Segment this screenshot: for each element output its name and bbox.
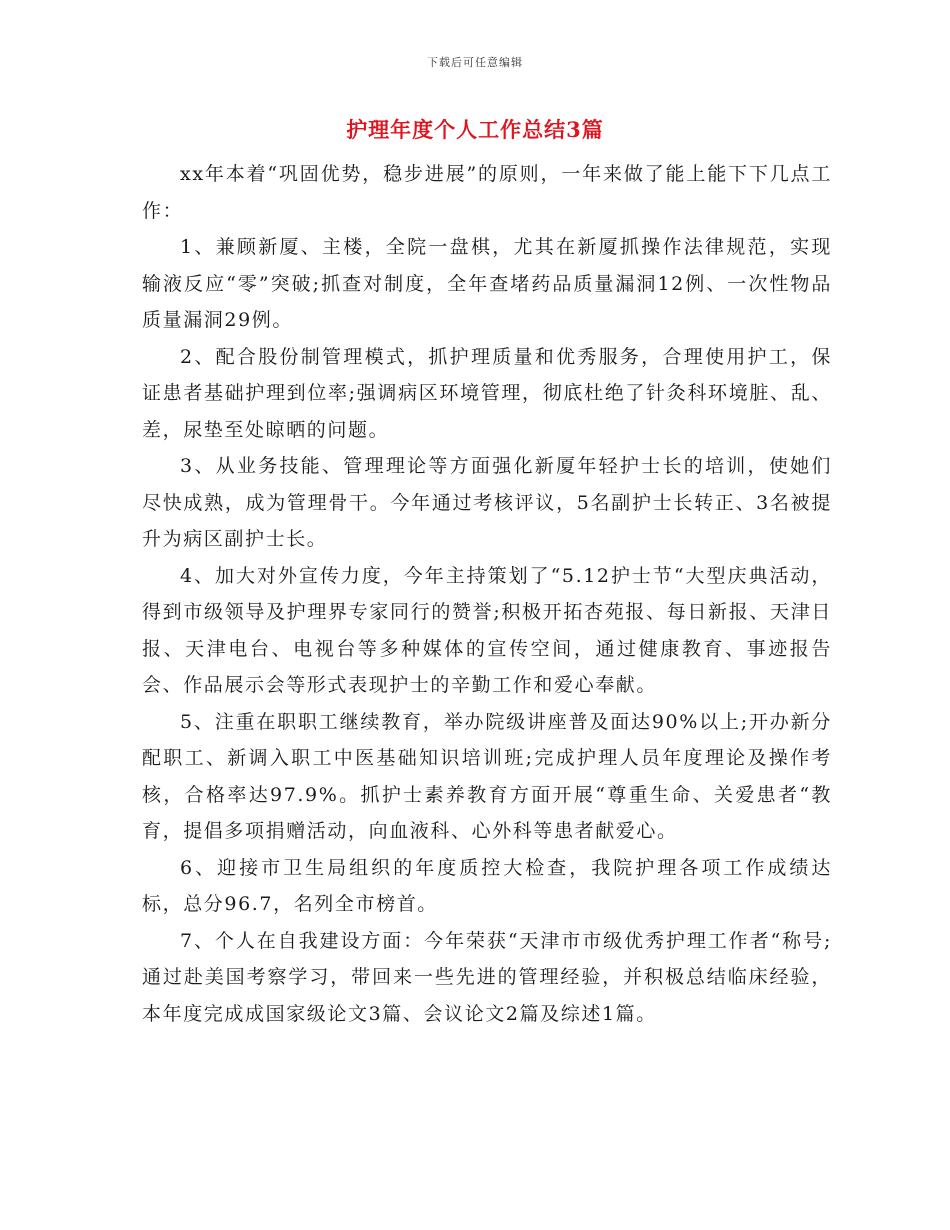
paragraph-item-5: 5、注重在职职工继续教育，举办院级讲座普及面达90%以上;开办新分配职工、新调入职工中医基础知识培训班;完成护理人员年度理论及操作考核，合格率达97.9%。抓护士素养教育方面开展“尊重生命、关爱患者“教育，提倡多项捐赠活动，向血液科、心外科等患者献爱心。 bbox=[142, 710, 832, 842]
paragraph-item-3: 3、从业务技能、管理理论等方面强化新厦年轻护士长的培训，使她们尽快成熟，成为管理骨干。今年通过考核评议，5名副护士长转正、3名被提升为病区副护士长。 bbox=[142, 455, 832, 550]
paragraph-item-2: 2、配合股份制管理模式，抓护理质量和优秀服务，合理使用护工，保证患者基础护理到位率;强调病区环境管理，彻底杜绝了针灸科环境脏、乱、差，尿垫至处晾晒的问题。 bbox=[142, 345, 832, 441]
paragraph-item-7: 7、个人在自我建设方面：今年荣获“天津市市级优秀护理工作者“称号;通过赴美国考察学习，带回来一些先进的管理经验，并积极总结临床经验，本年度完成成国家级论文3篇、会议论文2篇及综述1篇。 bbox=[142, 929, 832, 1025]
document-title: 护理年度个人工作总结3篇 bbox=[346, 117, 604, 142]
document-body bbox=[142, 156, 832, 1032]
paragraph-intro: xx年本着“巩固优势，稳步进展”的原则，一年来做了能上能下下几点工作： bbox=[142, 163, 832, 222]
page-header-note: 下载后可任意编辑 bbox=[427, 56, 523, 69]
paragraph-item-1: 1、兼顾新厦、主楼，全院一盘棋，尤其在新厦抓操作法律规范，实现输液反应“零”突破;抓查对制度，全年查堵药品质量漏洞12例、一次性物品质量漏洞29例。 bbox=[142, 236, 832, 331]
paragraph-item-4: 4、加大对外宣传力度，今年主持策划了“5.12护士节“大型庆典活动，得到市级领导及护理界专家同行的赞誉;积极开拓杏苑报、每日新报、天津日报、天津电台、电视台等多种媒体的宣传空间，通过健康教育、事迹报告会、作品展示会等形式表现护士的辛勤工作和爱心奉献。 bbox=[142, 564, 832, 696]
paragraph-item-6: 6、迎接市卫生局组织的年度质控大检查，我院护理各项工作成绩达标，总分96.7，名列全市榜首。 bbox=[142, 856, 832, 915]
